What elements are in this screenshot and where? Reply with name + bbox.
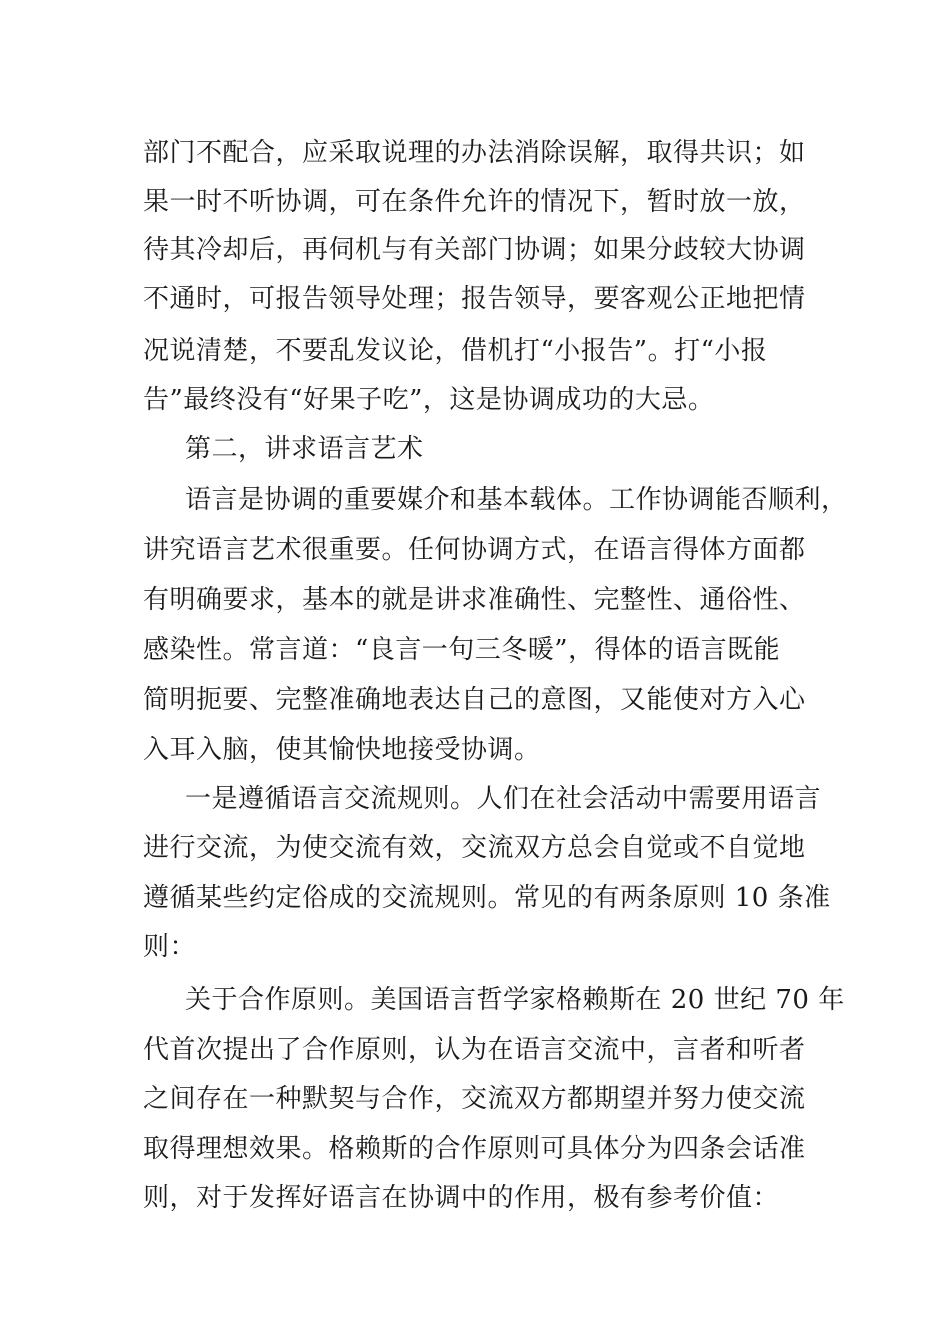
- text-line: 简明扼要、完整准确地表达自己的意图，又能使对方入心: [143, 685, 806, 715]
- text-line: 代首次提出了合作原则，认为在语言交流中，言者和听者: [143, 1035, 806, 1065]
- text-line: 感染性。常言道：“良言一句三冬暖”，得体的语言既能: [143, 635, 781, 665]
- text-line: 关于合作原则。美国语言哲学家格赖斯在 20 世纪 70 年: [185, 985, 845, 1015]
- text-line: 讲究语言艺术很重要。任何协调方式，在语言得体方面都: [143, 535, 806, 565]
- text-line: 况说清楚，不要乱发议论，借机打“小报告”。打“小报: [143, 336, 768, 366]
- text-line: 进行交流，为使交流有效，交流双方总会自觉或不自觉地: [143, 833, 806, 863]
- text-line: 果一时不听协调，可在条件允许的情况下，暂时放一放，: [143, 187, 806, 217]
- text-line: 入耳入脑，使其愉快地接受协调。: [143, 735, 541, 765]
- text-line: 不通时，可报告领导处理；报告领导，要客观公正地把情: [143, 284, 806, 314]
- text-line: 语言是协调的重要媒介和基本载体。工作协调能否顺利，: [185, 485, 848, 515]
- text-line: 告”最终没有“好果子吃”，这是协调成功的大忌。: [143, 385, 715, 415]
- text-line: 部门不配合，应采取说理的办法消除误解，取得共识；如: [143, 138, 806, 168]
- text-line: 取得理想效果。格赖斯的合作原则可具体分为四条会话准: [143, 1134, 806, 1164]
- text-line: 之间存在一种默契与合作，交流双方都期望并努力使交流: [143, 1084, 806, 1114]
- text-line: 遵循某些约定俗成的交流规则。常见的有两条原则 10 条准: [143, 883, 831, 913]
- text-line: 待其冷却后，再伺机与有关部门协调；如果分歧较大协调: [143, 235, 806, 265]
- text-line: 则：: [143, 932, 197, 962]
- text-line: 有明确要求，基本的就是讲求准确性、完整性、通俗性、: [143, 585, 806, 615]
- section-heading: 第二，讲求语言艺术: [185, 434, 424, 464]
- text-line: 则，对于发挥好语言在协调中的作用，极有参考价值：: [143, 1183, 780, 1213]
- text-line: 一是遵循语言交流规则。人们在社会活动中需要用语言: [185, 784, 822, 814]
